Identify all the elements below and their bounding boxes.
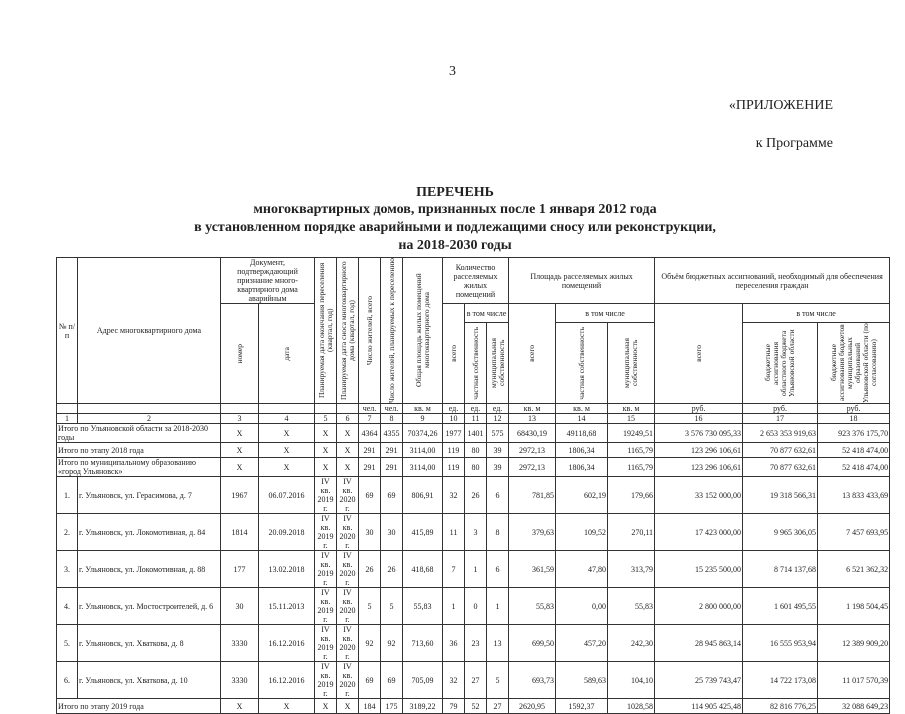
header-address: Адрес многоквартирного дома bbox=[78, 258, 221, 404]
unit-cell: ед. bbox=[443, 404, 465, 414]
header-budget-including: в том числе bbox=[743, 304, 890, 323]
table-cell: 1165,79 bbox=[608, 458, 655, 477]
table-cell: 69 bbox=[381, 477, 403, 514]
table-cell: 4355 bbox=[381, 424, 403, 443]
table-cell: г. Ульяновск, ул. Герасимова, д. 7 bbox=[78, 477, 221, 514]
table-cell: 7 457 693,95 bbox=[818, 514, 890, 551]
table-cell: 109,52 bbox=[556, 514, 608, 551]
appendix-program: к Программе bbox=[755, 136, 833, 151]
table-cell: X bbox=[315, 458, 337, 477]
table-cell: 30 bbox=[359, 514, 381, 551]
table-cell: г. Ульяновск, ул. Хваткова, д. 10 bbox=[78, 662, 221, 699]
appendix-label: «ПРИЛОЖЕНИЕ bbox=[728, 98, 833, 113]
table-cell: 69 bbox=[359, 662, 381, 699]
table-cell: 8 714 137,68 bbox=[743, 551, 818, 588]
table-cell: 9 965 306,05 bbox=[743, 514, 818, 551]
table-cell: 1401 bbox=[465, 424, 487, 443]
unit-cell: кв. м bbox=[403, 404, 443, 414]
unit-cell: ед. bbox=[465, 404, 487, 414]
table-cell: 602,19 bbox=[556, 477, 608, 514]
header-doc: Документ, подтверждающий признание много-квартирного дома аварийным bbox=[221, 258, 315, 304]
table-cell: 1 601 495,55 bbox=[743, 588, 818, 625]
header-budget-municipal: бюджетные ассигнования бюджетов муниципальных образований Ульяновской области (по согласованию) bbox=[818, 323, 890, 404]
table-cell: 291 bbox=[359, 458, 381, 477]
table-cell: 3330 bbox=[221, 662, 259, 699]
unit-cell: чел. bbox=[359, 404, 381, 414]
table-cell: 5 bbox=[487, 662, 509, 699]
table-cell: 13.02.2018 bbox=[259, 551, 315, 588]
table-cell: 28 945 863,14 bbox=[655, 625, 743, 662]
table-cell: 781,85 bbox=[509, 477, 556, 514]
column-number-cell: 3 bbox=[221, 414, 259, 424]
header-rooms-municipal: муниципальная собственность bbox=[487, 323, 509, 404]
header-residents-total: Число жителей, всего bbox=[359, 258, 381, 404]
table-cell: 36 bbox=[443, 625, 465, 662]
column-number-cell: 11 bbox=[465, 414, 487, 424]
table-cell: 415,89 bbox=[403, 514, 443, 551]
column-number-cell: 4 bbox=[259, 414, 315, 424]
table-cell: 19 318 566,31 bbox=[743, 477, 818, 514]
table-cell: 15 235 500,00 bbox=[655, 551, 743, 588]
table-cell: 16.12.2016 bbox=[259, 662, 315, 699]
document-subtitle-1: многоквартирных домов, признанных после 1 января 2012 года bbox=[253, 202, 657, 217]
table-cell: 123 296 106,61 bbox=[655, 458, 743, 477]
table-row bbox=[57, 662, 890, 699]
table-cell: 2972,13 bbox=[509, 458, 556, 477]
table-row bbox=[57, 477, 890, 514]
table-cell: 11 bbox=[443, 514, 465, 551]
summary-row bbox=[57, 699, 890, 714]
table-cell: 3114,00 bbox=[403, 458, 443, 477]
table-cell: 11 017 570,39 bbox=[818, 662, 890, 699]
houses-table bbox=[56, 257, 890, 714]
table-cell: 114 905 425,48 bbox=[655, 699, 743, 714]
unit-cell: чел. bbox=[381, 404, 403, 414]
table-cell: IV кв. 2019 г. bbox=[315, 551, 337, 588]
table-cell: X bbox=[337, 458, 359, 477]
table-cell: 52 418 474,00 bbox=[818, 443, 890, 458]
table-row bbox=[57, 625, 890, 662]
table-cell: 4364 bbox=[359, 424, 381, 443]
table-cell: X bbox=[221, 458, 259, 477]
table-cell: 0 bbox=[465, 588, 487, 625]
table-cell: 20.09.2018 bbox=[259, 514, 315, 551]
unit-cell: руб. bbox=[818, 404, 890, 414]
table-cell: 13 833 433,69 bbox=[818, 477, 890, 514]
table-cell: 2620,95 bbox=[509, 699, 556, 714]
table-cell: 0,00 bbox=[556, 588, 608, 625]
table-cell: 15.11.2013 bbox=[259, 588, 315, 625]
header-area-total: всего bbox=[509, 304, 556, 404]
table-cell: 92 bbox=[359, 625, 381, 662]
table-cell: 68430,19 bbox=[509, 424, 556, 443]
page-number: 3 bbox=[449, 64, 456, 79]
column-number-cell: 7 bbox=[359, 414, 381, 424]
table-row bbox=[57, 514, 890, 551]
table-cell: 69 bbox=[359, 477, 381, 514]
column-number-cell: 15 bbox=[608, 414, 655, 424]
table-cell: X bbox=[259, 443, 315, 458]
table-cell: 80 bbox=[465, 458, 487, 477]
table-cell: 26 bbox=[359, 551, 381, 588]
table-cell: 49118,68 bbox=[556, 424, 608, 443]
table-cell: 2. bbox=[57, 514, 78, 551]
table-cell: 06.07.2016 bbox=[259, 477, 315, 514]
table-cell: г. Ульяновск, ул. Локомотивная, д. 88 bbox=[78, 551, 221, 588]
column-number-cell: 5 bbox=[315, 414, 337, 424]
table-cell: 119 bbox=[443, 443, 465, 458]
table-cell: IV кв. 2019 г. bbox=[315, 477, 337, 514]
table-cell: 26 bbox=[381, 551, 403, 588]
table-cell: 1967 bbox=[221, 477, 259, 514]
table-cell: X bbox=[315, 699, 337, 714]
table-cell: 30 bbox=[381, 514, 403, 551]
table-cell: 1814 bbox=[221, 514, 259, 551]
table-cell: 32 bbox=[443, 477, 465, 514]
table-cell: 69 bbox=[381, 662, 403, 699]
column-number-cell: 6 bbox=[337, 414, 359, 424]
header-budget-regional: бюджетные ассигнования областного бюджета Ульяновской области bbox=[743, 323, 818, 404]
table-cell: 457,20 bbox=[556, 625, 608, 662]
table-cell: 55,83 bbox=[403, 588, 443, 625]
table-cell: 39 bbox=[487, 443, 509, 458]
table-cell: IV кв. 2020 г. bbox=[337, 588, 359, 625]
table-cell: X bbox=[315, 443, 337, 458]
summary-label: Итого по Ульяновской области за 2018-2030 годы bbox=[57, 424, 221, 443]
table-cell: 70 877 632,61 bbox=[743, 458, 818, 477]
unit-cell: руб. bbox=[743, 404, 818, 414]
table-cell: 179,66 bbox=[608, 477, 655, 514]
table-cell: 32 bbox=[443, 662, 465, 699]
table-cell: 923 376 175,70 bbox=[818, 424, 890, 443]
table-cell: X bbox=[337, 443, 359, 458]
column-number-cell: 18 bbox=[818, 414, 890, 424]
summary-row bbox=[57, 443, 890, 458]
table-cell: 177 bbox=[221, 551, 259, 588]
table-cell: 7 bbox=[443, 551, 465, 588]
table-cell: 1 bbox=[465, 551, 487, 588]
unit-cell: кв. м bbox=[556, 404, 608, 414]
table-cell: 119 bbox=[443, 458, 465, 477]
table-cell: 575 bbox=[487, 424, 509, 443]
table-cell: 52 bbox=[465, 699, 487, 714]
table-cell: 23 bbox=[465, 625, 487, 662]
column-number-cell: 10 bbox=[443, 414, 465, 424]
table-cell: 79 bbox=[443, 699, 465, 714]
table-cell: 6 bbox=[487, 551, 509, 588]
table-cell: X bbox=[221, 424, 259, 443]
table-cell: 33 152 000,00 bbox=[655, 477, 743, 514]
table-cell: 589,63 bbox=[556, 662, 608, 699]
table-cell: IV кв. 2019 г. bbox=[315, 514, 337, 551]
table-cell: 27 bbox=[487, 699, 509, 714]
unit-cell bbox=[315, 404, 337, 414]
column-number-cell: 12 bbox=[487, 414, 509, 424]
table-cell: 1. bbox=[57, 477, 78, 514]
table-cell: 80 bbox=[465, 443, 487, 458]
table-cell: 418,68 bbox=[403, 551, 443, 588]
table-cell: 5 bbox=[381, 588, 403, 625]
table-cell: 52 418 474,00 bbox=[818, 458, 890, 477]
table-cell: г. Ульяновск, ул. Хваткова, д. 8 bbox=[78, 625, 221, 662]
summary-label: Итого по этапу 2019 года bbox=[57, 699, 221, 714]
table-cell: 1 bbox=[487, 588, 509, 625]
unit-cell: руб. bbox=[655, 404, 743, 414]
table-cell: 2 653 353 919,63 bbox=[743, 424, 818, 443]
table-cell: IV кв. 2020 г. bbox=[337, 477, 359, 514]
table-cell: IV кв. 2019 г. bbox=[315, 625, 337, 662]
table-cell: 1592,37 bbox=[556, 699, 608, 714]
table-cell: 184 bbox=[359, 699, 381, 714]
table-cell: 27 bbox=[465, 662, 487, 699]
table-cell: 1028,58 bbox=[608, 699, 655, 714]
table-cell: 32 088 649,23 bbox=[818, 699, 890, 714]
table-cell: IV кв. 2019 г. bbox=[315, 588, 337, 625]
table-cell: 25 739 743,47 bbox=[655, 662, 743, 699]
header-num: № п/п bbox=[57, 258, 78, 404]
column-number-cell: 14 bbox=[556, 414, 608, 424]
table-cell: 806,91 bbox=[403, 477, 443, 514]
unit-cell bbox=[259, 404, 315, 414]
header-rooms-including: в том числе bbox=[465, 304, 509, 323]
unit-cell bbox=[337, 404, 359, 414]
table-cell: 1165,79 bbox=[608, 443, 655, 458]
table-cell: 2972,13 bbox=[509, 443, 556, 458]
table-cell: 705,09 bbox=[403, 662, 443, 699]
table-cell: X bbox=[259, 458, 315, 477]
table-cell: 82 816 776,25 bbox=[743, 699, 818, 714]
table-cell: 699,50 bbox=[509, 625, 556, 662]
table-cell: 242,30 bbox=[608, 625, 655, 662]
table-cell: 291 bbox=[381, 458, 403, 477]
table-cell: IV кв. 2020 г. bbox=[337, 551, 359, 588]
header-budget: Объём бюджетных ассигнований, необходимый для обеспечения переселения граждан bbox=[655, 258, 890, 304]
header-total-area: Общая площадь жилых помещений многоквартирного дома bbox=[403, 258, 443, 404]
table-cell: 6 521 362,32 bbox=[818, 551, 890, 588]
document-subtitle-2: в установленном порядке аварийными и подлежащими сносу или реконструкции, bbox=[194, 220, 716, 235]
column-number-cell: 16 bbox=[655, 414, 743, 424]
table-cell: X bbox=[259, 699, 315, 714]
table-cell: 6 bbox=[487, 477, 509, 514]
table-cell: 3330 bbox=[221, 625, 259, 662]
table-cell: 1 bbox=[443, 588, 465, 625]
header-doc-date: дата bbox=[259, 304, 315, 404]
unit-cell: кв. м bbox=[608, 404, 655, 414]
table-cell: 3114,00 bbox=[403, 443, 443, 458]
table-cell: 313,79 bbox=[608, 551, 655, 588]
table-cell: 361,59 bbox=[509, 551, 556, 588]
table-cell: 13 bbox=[487, 625, 509, 662]
table-cell: 379,63 bbox=[509, 514, 556, 551]
table-cell: г. Ульяновск, ул. Мостостроителей, д. 6 bbox=[78, 588, 221, 625]
table-cell: 16.12.2016 bbox=[259, 625, 315, 662]
table-cell: 70 877 632,61 bbox=[743, 443, 818, 458]
header-budget-total: всего bbox=[655, 304, 743, 404]
table-cell: X bbox=[315, 424, 337, 443]
table-cell: 16 555 953,94 bbox=[743, 625, 818, 662]
table-cell: 17 423 000,00 bbox=[655, 514, 743, 551]
table-cell: 26 bbox=[465, 477, 487, 514]
header-rooms-private: частная собственность bbox=[465, 323, 487, 404]
header-area-including: в том числе bbox=[556, 304, 655, 323]
table-cell: IV кв. 2020 г. bbox=[337, 662, 359, 699]
summary-row bbox=[57, 424, 890, 443]
header-planned-resettlement: Планируемая дата окончания переселения (квартал, год) bbox=[315, 258, 337, 404]
table-cell: 104,10 bbox=[608, 662, 655, 699]
table-row bbox=[57, 588, 890, 625]
table-cell: 55,83 bbox=[608, 588, 655, 625]
table-cell: 1806,34 bbox=[556, 443, 608, 458]
table-cell: X bbox=[337, 699, 359, 714]
unit-cell bbox=[57, 404, 78, 414]
table-cell: 1 198 504,45 bbox=[818, 588, 890, 625]
header-area-private: частная собственность bbox=[556, 323, 608, 404]
table-cell: 270,11 bbox=[608, 514, 655, 551]
table-cell: 92 bbox=[381, 625, 403, 662]
header-area-municipal: муниципальная собственность bbox=[608, 323, 655, 404]
table-cell: 1806,34 bbox=[556, 458, 608, 477]
unit-cell bbox=[78, 404, 221, 414]
column-number-cell: 13 bbox=[509, 414, 556, 424]
unit-cell: ед. bbox=[487, 404, 509, 414]
table-row bbox=[57, 551, 890, 588]
header-rooms-total: всего bbox=[443, 304, 465, 404]
header-residents-planned: Число жителей, планируемых к переселению bbox=[381, 258, 403, 404]
header-planned-demolition: Планируемая дата сноса многоквартирного дома (квартал, год) bbox=[337, 258, 359, 404]
table-cell: 19249,51 bbox=[608, 424, 655, 443]
summary-row bbox=[57, 458, 890, 477]
table-cell: 291 bbox=[359, 443, 381, 458]
header-area-resettled: Площадь расселяемых жилых помещений bbox=[509, 258, 655, 304]
table-cell: 5. bbox=[57, 625, 78, 662]
table-cell: 55,83 bbox=[509, 588, 556, 625]
column-number-cell: 8 bbox=[381, 414, 403, 424]
table-cell: 14 722 173,08 bbox=[743, 662, 818, 699]
column-number-cell: 1 bbox=[57, 414, 78, 424]
unit-cell: кв. м bbox=[509, 404, 556, 414]
table-cell: 30 bbox=[221, 588, 259, 625]
summary-label: Итого по муниципальному образованию «город Ульяновск» bbox=[57, 458, 221, 477]
table-cell: X bbox=[221, 699, 259, 714]
table-cell: 6. bbox=[57, 662, 78, 699]
table-cell: 123 296 106,61 bbox=[655, 443, 743, 458]
header-rooms-count: Количество расселяемых жилых помещений bbox=[443, 258, 509, 304]
column-number-cell: 2 bbox=[78, 414, 221, 424]
table-cell: г. Ульяновск, ул. Локомотивная, д. 84 bbox=[78, 514, 221, 551]
table-cell: IV кв. 2019 г. bbox=[315, 662, 337, 699]
table-cell: 70374,26 bbox=[403, 424, 443, 443]
table-cell: 3 576 730 095,33 bbox=[655, 424, 743, 443]
table-cell: IV кв. 2020 г. bbox=[337, 625, 359, 662]
table-cell: X bbox=[221, 443, 259, 458]
table-cell: 1977 bbox=[443, 424, 465, 443]
table-cell: 693,73 bbox=[509, 662, 556, 699]
table-cell: 175 bbox=[381, 699, 403, 714]
unit-cell bbox=[221, 404, 259, 414]
table-cell: 47,80 bbox=[556, 551, 608, 588]
column-number-cell: 17 bbox=[743, 414, 818, 424]
units-row bbox=[57, 404, 890, 414]
table-cell: X bbox=[337, 424, 359, 443]
column-numbers-row bbox=[57, 414, 890, 424]
table-cell: 8 bbox=[487, 514, 509, 551]
table-cell: 39 bbox=[487, 458, 509, 477]
table-cell: X bbox=[259, 424, 315, 443]
column-number-cell: 9 bbox=[403, 414, 443, 424]
document-title: ПЕРЕЧЕНЬ bbox=[416, 185, 494, 200]
table-cell: 3189,22 bbox=[403, 699, 443, 714]
document-subtitle-3: на 2018-2030 годы bbox=[398, 238, 512, 253]
table-cell: 3. bbox=[57, 551, 78, 588]
summary-label: Итого по этапу 2018 года bbox=[57, 443, 221, 458]
table-cell: 713,60 bbox=[403, 625, 443, 662]
table-cell: 12 389 909,20 bbox=[818, 625, 890, 662]
table-cell: 3 bbox=[465, 514, 487, 551]
table-cell: 2 800 000,00 bbox=[655, 588, 743, 625]
table-cell: IV кв. 2020 г. bbox=[337, 514, 359, 551]
table-cell: 291 bbox=[381, 443, 403, 458]
table-cell: 5 bbox=[359, 588, 381, 625]
table-cell: 4. bbox=[57, 588, 78, 625]
header-doc-number: номер bbox=[221, 304, 259, 404]
